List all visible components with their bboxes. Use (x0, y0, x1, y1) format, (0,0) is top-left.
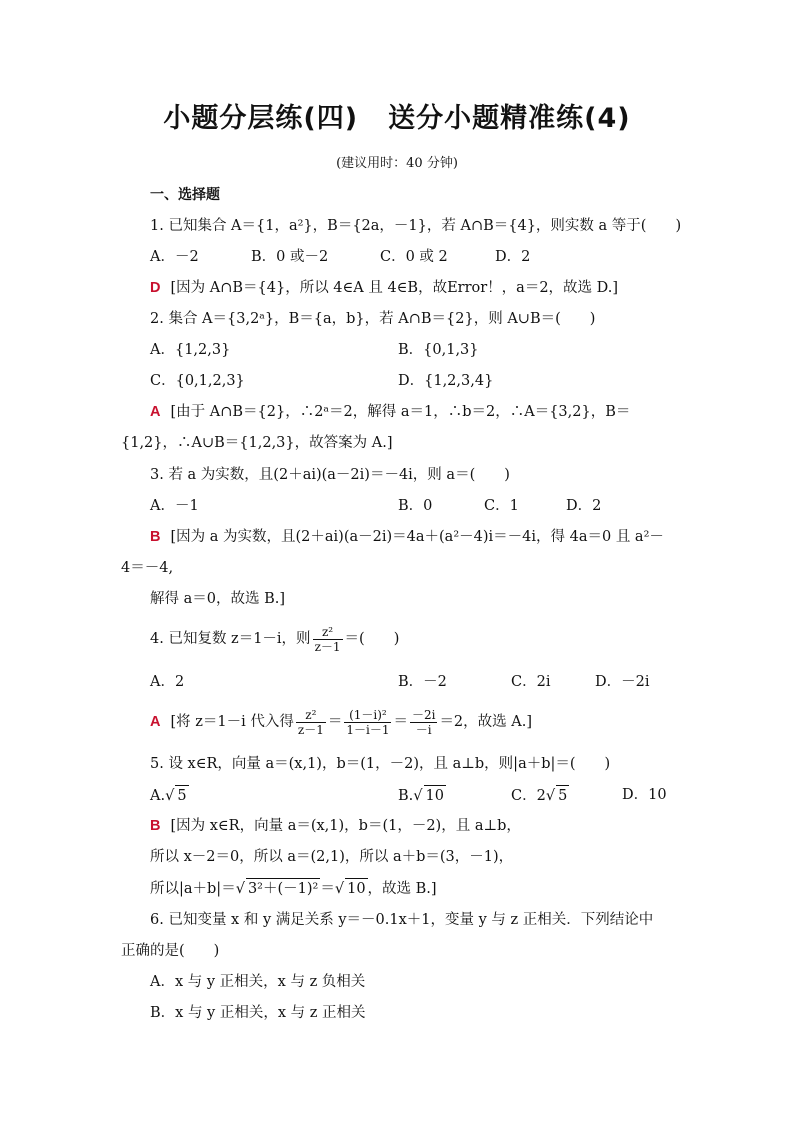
q2-solution (150, 402, 630, 422)
q5-option-b-label: B. (398, 788, 414, 804)
q6-option-a: A．x 与 y 正相关，x 与 z 负相关 (150, 974, 366, 990)
q5-option-b: B.√ 10 (398, 785, 446, 806)
q4-solution-fraction-2 (344, 708, 391, 737)
q5-option-b-radicand: 10 (424, 785, 446, 806)
q3-explanation-1: [因为 a 为实数，且(2＋ai)(a－2i)＝4a＋(a²－4)i＝－4i，得 4a＝0 且 a²－ (170, 529, 664, 545)
q4-option-a: A．2 (150, 674, 185, 690)
q3-option-b: B．0 (398, 498, 433, 514)
q3-explanation-3: 解得 a＝0，故选 B.] (150, 591, 286, 607)
section-heading: 一、选择题 (150, 187, 220, 203)
q6-option-b: B．x 与 y 正相关，x 与 z 正相关 (150, 1005, 366, 1021)
time-suggestion: (建议用时：40 分钟) (336, 156, 458, 171)
q3-stem: 3. 若 a 为实数，且(2＋ai)(a－2i)＝－4i，则 a＝( ) (150, 467, 510, 483)
q1-solution (150, 278, 618, 298)
q3-answer: B (150, 529, 161, 545)
q5-option-a: A.√ 5 (150, 785, 189, 806)
title-part1: 小题分层练(四) (163, 103, 359, 134)
q1-option-d: D．2 (495, 249, 531, 265)
q4-f3-numerator: －2i (411, 707, 436, 722)
q1-option-b: B．0 或－2 (251, 249, 329, 265)
q5-explanation-end: ，故选 B.] (367, 881, 437, 897)
q5-explanation-radicand-2: 10 (345, 878, 367, 899)
q4-stem-text: 4. 已知复数 z＝1－i，则 (150, 631, 311, 647)
q2-explanation-2: {1,2}，∴A∪B＝{1,2,3}，故答案为 A.] (121, 435, 393, 451)
q3-explanation-2: 4＝－4, (121, 560, 174, 576)
q5-explanation-3-text: 所以|a＋b|＝ (150, 881, 236, 897)
page-title (0, 96, 794, 135)
q5-explanation-radicand-1: 3²＋(－1)² (246, 878, 320, 899)
q5-option-c: C．2√ 5 (511, 785, 569, 806)
q4-f3-denominator: －i (415, 722, 432, 737)
q5-option-a-label: A. (150, 788, 166, 804)
q6-stem-1: 6. 已知变量 x 和 y 满足关系 y＝－0.1x＋1，变量 y 与 z 正相关．下列结论中 (150, 912, 654, 928)
q4-stem (150, 624, 399, 654)
q4-answer: A (150, 714, 161, 730)
q1-explanation: [因为 A∩B＝{4}，所以 4∈A 且 4∈B，故Error！，a＝2，故选 D.] (170, 280, 619, 296)
q2-option-b: B．{0,1,3} (398, 342, 479, 358)
q5-explanation-equals: ＝ (320, 881, 335, 897)
q4-explanation-text: [将 z＝1－i 代入得 (170, 714, 294, 730)
q5-option-d: D．10 (622, 787, 667, 803)
q2-explanation-1: [由于 A∩B＝{2}，∴2ᵃ＝2，解得 a＝1，∴b＝2，∴A＝{3,2}，B＝ (170, 404, 631, 420)
q4-fraction (313, 625, 343, 654)
q1-option-c: C．0 或 2 (380, 249, 448, 265)
q4-option-b: B．－2 (398, 674, 447, 690)
q5-explanation-2: 所以 x－2＝0，所以 a＝(2,1)，所以 a＋b＝(3，－1)， (150, 849, 514, 865)
q2-stem: 2. 集合 A＝{3,2ᵃ}，B＝{a，b}，若 A∩B＝{2}，则 A∪B＝( ) (150, 311, 596, 327)
q4-solution: A [将 z＝1－i 代入得 $\frac{\text{z²}}{z-1}$ ＝ $\frac{\text{(1－i)²}}{1-i-1}$ ＝ $\frac{-2i}{-i}$ ＝2，故选 A.] (150, 707, 533, 737)
q2-option-d: D．{1,2,3,4} (398, 373, 494, 389)
q1-option-a: A．－2 (150, 249, 199, 265)
q3-option-d: D．2 (566, 498, 602, 514)
q4-fraction-denominator: z－1 (314, 639, 341, 654)
q5-explanation-1: [因为 x∈R，向量 a＝(x,1)，b＝(1，－2)，且 a⊥b， (170, 818, 521, 834)
q4-solution-fraction-3 (410, 708, 437, 737)
q4-f2-numerator: (1－i)² (344, 708, 391, 723)
q5-solution (150, 816, 521, 836)
q5-option-a-radicand: 5 (175, 785, 188, 806)
q3-option-a: A．－1 (150, 498, 199, 514)
q5-explanation-3: 所以|a＋b|＝√ 3²＋(－1)² ＝√ 10 ，故选 B.] (150, 878, 437, 899)
q5-option-c-radicand: 5 (556, 785, 569, 806)
q6-stem-2: 正确的是( ) (121, 943, 220, 959)
q2-option-a: A．{1,2,3} (150, 342, 231, 358)
q4-solution-fraction-1 (296, 708, 326, 737)
q3-option-c: C．1 (484, 498, 519, 514)
q5-option-c-label: C．2 (511, 788, 546, 804)
q5-answer: B (150, 818, 161, 834)
q4-option-d: D．－2i (595, 674, 650, 690)
q4-explanation-end: ＝2，故选 A.] (439, 714, 533, 730)
q1-answer: D (150, 280, 161, 296)
q4-f1-denominator: z－1 (297, 722, 324, 737)
q4-f2-denominator: 1－i－1 (346, 722, 390, 737)
q4-stem-end: ＝( ) (344, 631, 400, 647)
q4-option-c: C．2i (511, 674, 551, 690)
q4-fraction-numerator: z² (313, 625, 343, 640)
q4-f1-numerator: z² (296, 708, 326, 723)
q5-stem: 5. 设 x∈R，向量 a＝(x,1)，b＝(1，－2)，且 a⊥b，则|a＋b|＝( ) (150, 756, 611, 772)
q2-option-c: C．{0,1,2,3} (150, 373, 245, 389)
q2-answer: A (150, 404, 161, 420)
title-part2: 送分小题精准练(4) (388, 103, 631, 134)
q3-solution (150, 527, 664, 547)
q1-stem: 1. 已知集合 A＝{1，a²}，B＝{2a，－1}，若 A∩B＝{4}，则实数 a 等于( ) (150, 218, 682, 234)
